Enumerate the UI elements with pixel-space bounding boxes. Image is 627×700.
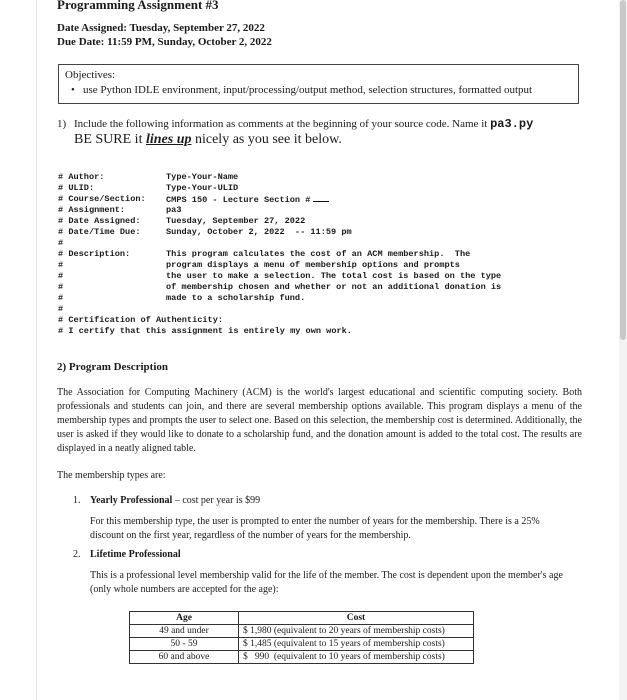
- type-1-title: Yearly Professional: [90, 495, 173, 506]
- date-assigned: Date Assigned: Tuesday, September 27, 2022: [57, 22, 265, 34]
- program-description-heading: 2) Program Description: [57, 361, 168, 373]
- code-line-value-text: program displays a menu of membership options and prompts: [166, 260, 460, 270]
- code-line-key: #: [58, 260, 64, 270]
- document-page: [36, 0, 612, 700]
- code-line-key: # Author:: [58, 172, 105, 182]
- code-line-key: # Assignment:: [58, 205, 126, 215]
- code-line-key: # Date Assigned:: [58, 216, 141, 226]
- code-line-value-text: pa3: [166, 205, 182, 215]
- code-line-value: [166, 227, 352, 238]
- scrollbar-thumb[interactable]: [620, 0, 626, 340]
- code-line-value: [166, 205, 181, 216]
- code-line-value-text: Tuesday, September 27, 2022: [166, 216, 306, 226]
- lines-up-emphasis: lines up: [145, 132, 192, 147]
- type-2-description: This is a professional level membership valid for the life of the member. The cost is dependent upon the member's age (only whole numbers are accepted for the age):: [90, 570, 563, 595]
- code-line-value-text: Sunday, October 2, 2022 -- 11:59 pm: [166, 227, 352, 237]
- code-line-value: [166, 282, 501, 293]
- line-up-note: [74, 132, 342, 148]
- objectives-box: [58, 64, 579, 104]
- code-line-value-text: the user to make a selection. The total cost is based on the type: [166, 271, 502, 281]
- code-line-key: #: [58, 293, 64, 303]
- cost-cell: $ 990 (equivalent to 10 years of membership costs): [239, 651, 474, 664]
- code-line-value: [166, 260, 460, 271]
- section-blank: [313, 194, 329, 202]
- code-line-value-text: Type-Your-Name: [166, 172, 239, 182]
- table-header-row: [130, 612, 474, 625]
- code-line-key: # Description:: [58, 249, 131, 259]
- code-line-value-text: CMPS 150 - Lecture Section #: [166, 195, 311, 205]
- code-line-value: [166, 194, 329, 206]
- age-cell: 60 and above: [130, 651, 239, 664]
- cost-cell: $ 1,980 (equivalent to 20 years of membership costs): [239, 625, 474, 638]
- program-description-paragraph: The Association for Computing Machinery (ACM) is the world's largest educational and scientific computing society. Both professionals and students can join, and there are several membership options available. This program displays a menu of the membership types and prompts the user to select one. Based on this selection, the membership cost is determined. Additionally, the user is asked if they would like to donate to a scholarship fund, and the donation amount is added to the total cost. The results are displayed in a neatly aligned table.: [57, 387, 582, 454]
- code-line-key: # Course/Section:: [58, 194, 146, 204]
- age-cell: 49 and under: [130, 625, 239, 638]
- code-line-value-text: Type-Your-ULID: [166, 183, 239, 193]
- assignment-title: Programming Assignment #3: [57, 0, 219, 12]
- code-line-value: [166, 172, 238, 183]
- code-line-key: #: [58, 271, 64, 281]
- table-row: [130, 638, 474, 651]
- type-1-description: For this membership type, the user is prompted to enter the number of years for the membership. There is a 25% discount on the first year, regardless of the number of years for the membership.: [90, 516, 540, 541]
- source-filename: pa3.py: [490, 117, 534, 131]
- code-line-value: [166, 293, 305, 304]
- code-line-key: # I certify that this assignment is entirely my own work.: [58, 326, 352, 336]
- due-date: Due Date: 11:59 PM, Sunday, October 2, 2022: [57, 36, 272, 48]
- objective-text: use Python IDLE environment, input/processing/output method, selection structures, formatted output: [83, 84, 533, 96]
- type-2-title: Lifetime Professional: [90, 549, 181, 560]
- line-up-note-post: nicely as you see it below.: [191, 132, 342, 147]
- type-2-number: 2.: [73, 549, 81, 560]
- type-1-cost: – cost per year is $99: [172, 495, 261, 506]
- code-line-value: [166, 183, 238, 194]
- objectives-heading: Objectives:: [65, 69, 116, 81]
- code-line-value-text: of membership chosen and whether or not an additional donation is: [166, 282, 502, 292]
- membership-types-intro: The membership types are:: [57, 470, 166, 481]
- code-line-key: #: [58, 238, 64, 248]
- bullet-icon: •: [71, 84, 75, 96]
- lifetime-cost-table: [129, 611, 474, 664]
- table-row: [130, 651, 474, 664]
- code-line-key: # Date/Time Due:: [58, 227, 141, 237]
- table-row: [130, 625, 474, 638]
- code-line-key: # Certification of Authenticity:: [58, 315, 224, 325]
- code-line-value-text: made to a scholarship fund.: [166, 293, 306, 303]
- type-1-number: 1.: [73, 495, 81, 506]
- step-1-instruction: [57, 117, 533, 131]
- code-line-value: [166, 271, 501, 282]
- membership-type-1: [73, 495, 260, 506]
- age-column-header: Age: [130, 612, 239, 625]
- code-line-key: # ULID:: [58, 183, 95, 193]
- age-cell: 50 - 59: [130, 638, 239, 651]
- membership-type-2: [73, 549, 181, 560]
- line-up-note-pre: BE SURE it: [74, 132, 146, 147]
- vertical-scrollbar[interactable]: [619, 0, 627, 700]
- step-1-text: Include the following information as comments at the beginning of your source code. Name it: [74, 118, 491, 130]
- objective-item: [71, 84, 533, 96]
- code-line-key: #: [58, 282, 64, 292]
- step-1-number: 1): [57, 118, 67, 130]
- code-line-value: [166, 249, 470, 260]
- cost-column-header: Cost: [239, 612, 474, 625]
- code-line-value: [166, 216, 305, 227]
- code-line-value-text: This program calculates the cost of an ACM membership. The: [166, 249, 471, 259]
- cost-cell: $ 1,485 (equivalent to 15 years of membership costs): [239, 638, 474, 651]
- code-line-key: #: [58, 304, 64, 314]
